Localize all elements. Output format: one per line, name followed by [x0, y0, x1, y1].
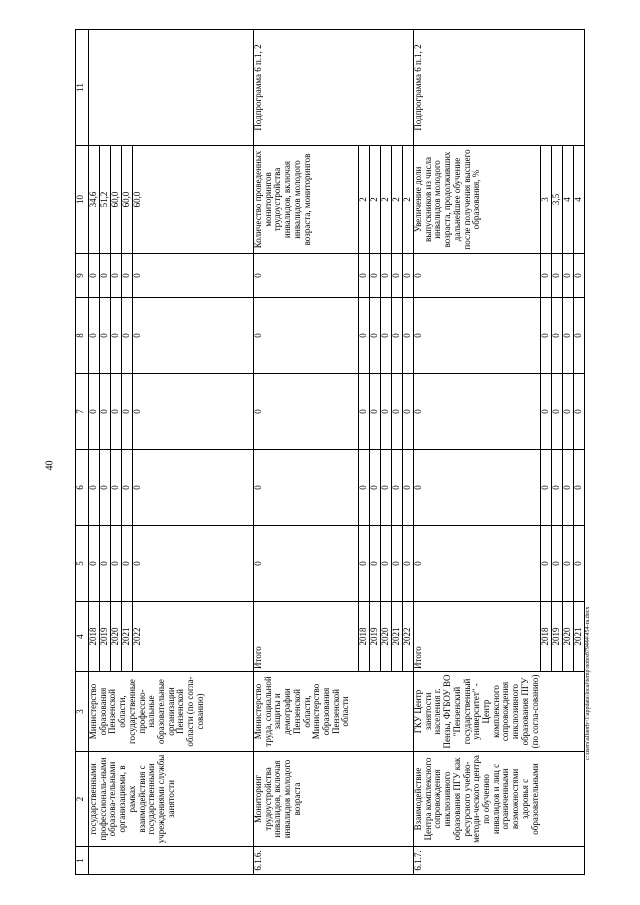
header-row [76, 30, 89, 875]
year-cell: 2020 [563, 602, 574, 672]
col-header: 1 [76, 847, 89, 875]
total-label: Итого [254, 602, 359, 672]
year-cell: 2020 [111, 602, 122, 672]
value-cell: 0 [359, 254, 370, 298]
value-cell: 0 [574, 374, 585, 450]
value-cell: 0 [100, 254, 111, 298]
value-cell: 0 [541, 298, 552, 374]
value-cell: 0 [89, 298, 100, 374]
value-cell: 0 [552, 526, 563, 602]
year-cell: 2018 [359, 602, 370, 672]
year-cell: 2018 [89, 602, 100, 672]
total-cell: 0 [414, 374, 541, 450]
value-cell: 0 [133, 374, 254, 450]
value-cell: 0 [563, 526, 574, 602]
value-cell: 0 [541, 254, 552, 298]
total-cell: 0 [414, 254, 541, 298]
program-table [75, 30, 583, 875]
indicator-cell: 2 [381, 146, 392, 254]
year-cell: 2019 [552, 602, 563, 672]
value-cell: 0 [381, 298, 392, 374]
indicator-cell: 4 [563, 146, 574, 254]
year-cell: 2021 [574, 602, 585, 672]
total-cell: 0 [254, 298, 359, 374]
value-cell: 0 [133, 254, 254, 298]
value-cell: 0 [403, 254, 414, 298]
table-row [414, 30, 541, 875]
value-cell: 0 [133, 526, 254, 602]
value-cell: 0 [122, 450, 133, 526]
indicator-cell: 2 [392, 146, 403, 254]
value-cell: 0 [100, 298, 111, 374]
value-cell: 0 [392, 298, 403, 374]
row-description: Мониторинг трудоустройства инвалидов, включая инвалидов молодого возраста [254, 752, 414, 847]
col-header: 11 [76, 30, 89, 146]
row-description: Взаимодействие Центра комплексного сопровождения инклюзивного образования ПГУ как ресурсного учебно-методи-ческого центра по обучению инвалидов и лиц с ограниченными возможностями здоровья с образовательными [414, 752, 585, 847]
value-cell: 0 [392, 254, 403, 298]
col-header: 3 [76, 672, 89, 752]
value-cell: 0 [552, 298, 563, 374]
indicator-cell: 2 [370, 146, 381, 254]
total-label: Итого [414, 602, 541, 672]
value-cell: 0 [370, 526, 381, 602]
value-cell: 0 [563, 254, 574, 298]
indicator-cell: 2 [403, 146, 414, 254]
year-cell: 2020 [381, 602, 392, 672]
value-cell: 0 [574, 254, 585, 298]
value-cell: 0 [111, 254, 122, 298]
value-cell: 0 [392, 450, 403, 526]
value-cell: 0 [122, 374, 133, 450]
value-cell: 0 [552, 374, 563, 450]
col-header: 7 [76, 374, 89, 450]
value-cell: 0 [122, 254, 133, 298]
value-cell: 0 [89, 526, 100, 602]
value-cell: 0 [122, 526, 133, 602]
value-cell: 0 [89, 374, 100, 450]
program-cell: Подпрограмма 6 п.1, 2 [414, 30, 585, 146]
year-cell: 2019 [370, 602, 381, 672]
year-cell: 2021 [392, 602, 403, 672]
total-cell: 0 [254, 374, 359, 450]
col-header: 8 [76, 298, 89, 374]
value-cell: 0 [541, 526, 552, 602]
value-cell: 0 [552, 450, 563, 526]
indicator-cell: 2 [359, 146, 370, 254]
value-cell: 0 [122, 298, 133, 374]
program-cell [89, 30, 254, 146]
page-number: 40 [44, 460, 56, 471]
value-cell: 0 [359, 298, 370, 374]
program-cell: Подпрограмма 6 п.1, 2 [254, 30, 414, 146]
total-cell: 0 [414, 450, 541, 526]
value-cell: 0 [359, 526, 370, 602]
col-header: 4 [76, 602, 89, 672]
table-row [89, 30, 100, 875]
value-cell: 0 [563, 450, 574, 526]
row-description: государственными профессиональ-ными образова-тельными организациями, в рамках взаимодействия с государственными учреждениями службы занятости [89, 752, 254, 847]
indicator-cell: 51,2 [100, 146, 111, 254]
indicator-cell: 60,0 [122, 146, 133, 254]
value-cell: 0 [359, 450, 370, 526]
value-cell: 0 [381, 450, 392, 526]
value-cell: 0 [370, 374, 381, 450]
col-header: 2 [76, 752, 89, 847]
value-cell: 0 [574, 526, 585, 602]
measures-table [75, 29, 585, 875]
indicator-cell: 4 [574, 146, 585, 254]
value-cell: 0 [100, 526, 111, 602]
value-cell: 0 [381, 254, 392, 298]
value-cell: 0 [100, 374, 111, 450]
total-cell: 0 [254, 450, 359, 526]
value-cell: 0 [403, 450, 414, 526]
row-number [89, 847, 254, 875]
value-cell: 0 [370, 298, 381, 374]
row-number: 6.1.7. [414, 847, 585, 875]
value-cell: 0 [403, 526, 414, 602]
value-cell: 0 [381, 374, 392, 450]
value-cell: 0 [563, 298, 574, 374]
value-cell: 0 [111, 450, 122, 526]
value-cell: 0 [563, 374, 574, 450]
indicator-cell: 3 [541, 146, 552, 254]
value-cell: 0 [403, 374, 414, 450]
value-cell: 0 [111, 298, 122, 374]
col-header: 9 [76, 254, 89, 298]
file-path-footer: c:\users\alfaorb~1\appdata\local\temp\notes879444\454-ra.docx [585, 606, 591, 760]
total-cell: 0 [254, 526, 359, 602]
year-cell: 2022 [133, 602, 254, 672]
value-cell: 0 [133, 450, 254, 526]
value-cell: 0 [89, 254, 100, 298]
indicator-cell: 60,0 [111, 146, 122, 254]
value-cell: 0 [359, 374, 370, 450]
indicator-name: Количество проведенных мониторингов трудоустройства инвалидов, включая инвалидов молодого возраста, мониторингов [254, 146, 359, 254]
value-cell: 0 [403, 298, 414, 374]
value-cell: 0 [111, 526, 122, 602]
col-header: 10 [76, 146, 89, 254]
value-cell: 0 [392, 374, 403, 450]
table-row [254, 30, 359, 875]
value-cell: 0 [381, 526, 392, 602]
value-cell: 0 [574, 450, 585, 526]
value-cell: 0 [100, 450, 111, 526]
row-number: 6.1.6. [254, 847, 414, 875]
value-cell: 0 [552, 254, 563, 298]
col-header: 6 [76, 450, 89, 526]
indicator-cell: 3,5 [552, 146, 563, 254]
value-cell: 0 [541, 450, 552, 526]
row-executor: ГКУ Центр занятости населения г. Пензы, ФГБОУ ВО "Пензенский государственный университет" - Центр комплексного сопровождения инклюзивного образования ПГУ (по согла-сованию) [414, 672, 585, 752]
value-cell: 0 [89, 450, 100, 526]
total-cell: 0 [414, 298, 541, 374]
row-executor: Министерство труда, социальной защиты и демографии Пензенской области, Министерство образования Пензенской области [254, 672, 414, 752]
col-header: 5 [76, 526, 89, 602]
indicator-cell: 34,6 [89, 146, 100, 254]
value-cell: 0 [574, 298, 585, 374]
total-cell: 0 [254, 254, 359, 298]
indicator-name: Увеличение доли выпускников из числа инвалидов молодого возраста, продолживших дальнейшее обучение после получения высшего образования, % [414, 146, 541, 254]
value-cell: 0 [370, 450, 381, 526]
value-cell: 0 [541, 374, 552, 450]
year-cell: 2021 [122, 602, 133, 672]
row-executor: Министерство образования Пензенской области, государственные профессио-нальные образовательные организации Пензенской области (по согла-сованию) [89, 672, 254, 752]
value-cell: 0 [133, 298, 254, 374]
year-cell: 2018 [541, 602, 552, 672]
year-cell: 2019 [100, 602, 111, 672]
indicator-cell: 60,0 [133, 146, 254, 254]
value-cell: 0 [111, 374, 122, 450]
total-cell: 0 [414, 526, 541, 602]
value-cell: 0 [370, 254, 381, 298]
value-cell: 0 [392, 526, 403, 602]
year-cell: 2022 [403, 602, 414, 672]
